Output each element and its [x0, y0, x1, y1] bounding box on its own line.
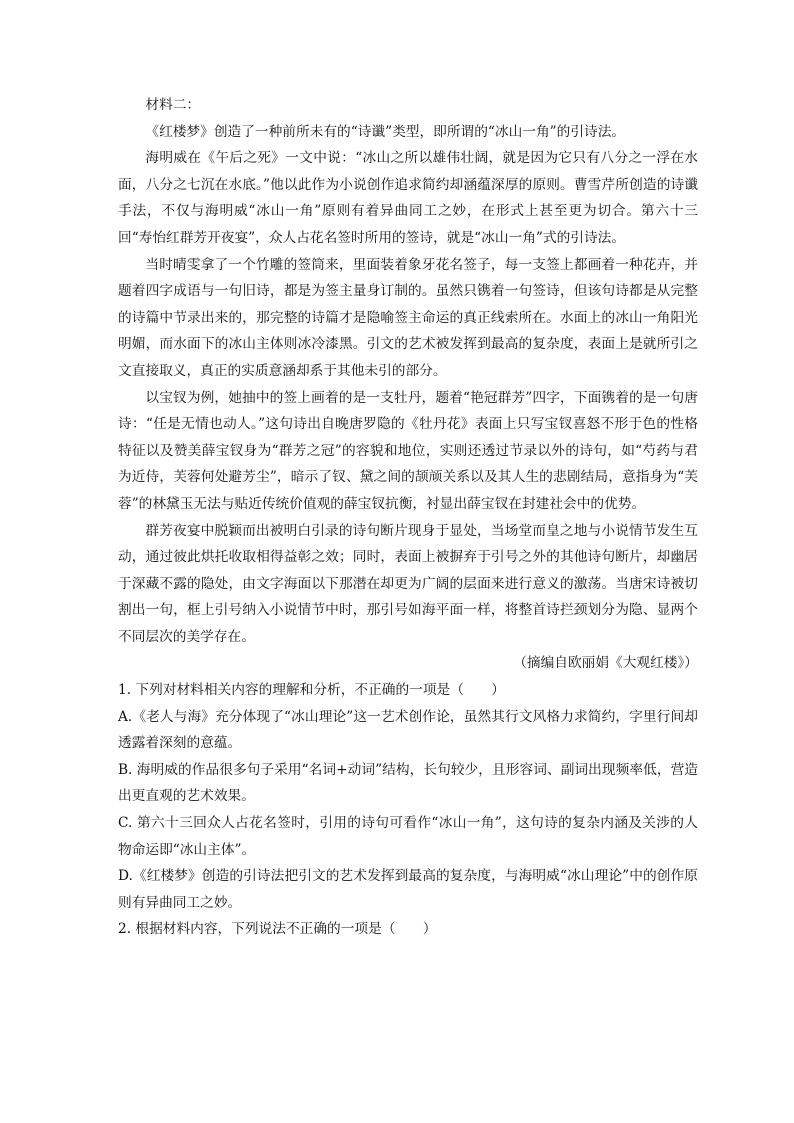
material-heading: 材料二：: [145, 97, 201, 113]
material-paragraph-2: 海明威在《午后之死》一文中说：“冰山之所以雄伟壮阔，就是因为它只有八分之一浮在水面，八分之七沉在水底。”他以此作为小说创作追求简约却涵蕴深厚的原则。曹雪芹所创造的诗谶手法，不仅与海明威“冰山一角”原则有着异曲同工之妙，在形式上甚至更为切合。第六十三回“寿怡红群芳开夜宴”，众人占花名签时所用的签诗，就是“冰山一角”式的引诗法。: [118, 150, 698, 246]
question-1-option-d: D.《红楼梦》创造的引诗法把引文的艺术发挥到最高的复杂度，与海明威“冰山理论”中的创作原则有异曲同工之妙。: [118, 868, 698, 911]
question-1-option-a: A.《老人与海》充分体现了“冰山理论”这一艺术创作论，虽然其行文风格力求简约，字里行间却透露着深刻的意蕴。: [118, 708, 698, 752]
question-1-option-c: C. 第六十三回众人占花名签时，引用的诗句可看作“冰山一角”，这句诗的复杂内涵及关涉的人物命运即“冰山主体”。: [118, 815, 698, 858]
material-paragraph-3: 当时晴雯拿了一个竹雕的签筒来，里面装着象牙花名签子，每一支签上都画着一种花卉，并题着四字成语与一句旧诗，都是为签主量身订制的。虽然只镌着一句签诗，但该句诗都是从完整的诗篇中节录出来的，那完整的诗篇才是隐喻签主命运的真正线索所在。水面上的冰山一角阳光明媚，而水面下的冰山主体则冰冷漆黑。引文的艺术被发挥到最高的复杂度，表面上是就所引之文直接取义，真正的实质意涵却系于其他未引的部分。: [118, 256, 698, 379]
material-paragraph-4: 以宝钗为例，她抽中的签上画着的是一支牡丹，题着“艳冠群芳”四字，下面镌着的是一句唐诗：“任是无情也动人。”这句诗出自晚唐罗隐的《牡丹花》表面上只写宝钗喜怒不形于色的性格特征以及赞美薛宝钗身为“群芳之冠”的容貌和地位，实则还透过节录以外的诗句，如“芍药与君为近侍，芙蓉何处避芳尘”，暗示了钗、黛之间的颉颃关系以及其人生的悲剧结局，意指身为“芙蓉”的林黛玉无法与贴近传统价值观的薛宝钗抗衡，衬显出薛宝钗在封建社会中的优势。: [118, 389, 698, 512]
material-paragraph-1: 《红楼梦》创造了一种前所未有的“诗谶”类型，即所谓的“冰山一角”的引诗法。: [145, 123, 626, 140]
question-1-option-b: B. 海明威的作品很多句子采用“名词+动词”结构，长句较少，且形容词、副词出现频率低，营造出更直观的艺术效果。: [118, 761, 698, 805]
material-paragraph-5: 群芳夜宴中脱颖而出被明白引录的诗句断片现身于显处，当场堂而皇之地与小说情节发生互动，通过彼此烘托收取相得益彰之效；同时，表面上被摒弃于引号之外的其他诗句断片，却幽居于深藏不露的隐处，由文字海面以下那潜在却更为广阔的层面来进行意义的激荡。当唐宋诗被切割出一句，框上引号纳入小说情节中时，那引号如海平面一样，将整首诗拦颈划分为隐、显两个不同层次的美学存在。: [118, 522, 698, 645]
question-2-stem: 2. 根据材料内容，下列说法不正确的一项是（ ）: [118, 921, 437, 938]
document-page: [118, 92, 698, 943]
source-citation: （摘编自欧丽娟《大观红楼》）: [513, 655, 698, 672]
question-1-stem: 1. 下列对材料相关内容的理解和分析，不正确的一项是（ ）: [118, 682, 505, 699]
